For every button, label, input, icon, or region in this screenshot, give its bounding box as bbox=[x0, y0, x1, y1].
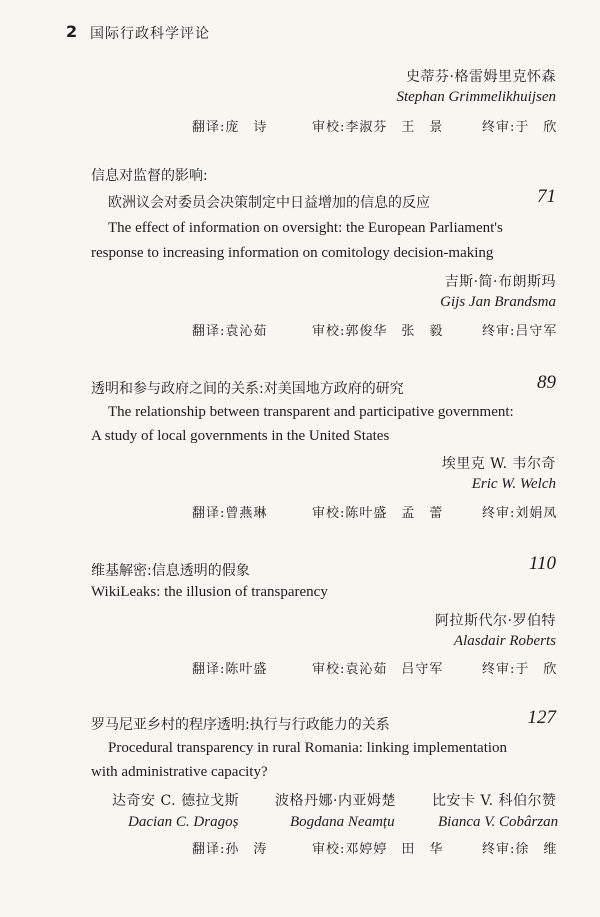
translator: 翻译:庞 诗 bbox=[192, 120, 268, 135]
author-en: Eric W. Welch bbox=[471, 476, 556, 492]
credits-row bbox=[0, 658, 600, 676]
page-number: 2 bbox=[66, 22, 78, 41]
author-cn: 比安卡 V. 科伯尔赞 bbox=[432, 793, 557, 809]
final-reviewer: 终审:于 欣 bbox=[482, 120, 558, 135]
author-en: Stephan Grimmelikhuijsen bbox=[396, 89, 556, 105]
author-en: Bogdana Neamțu bbox=[290, 814, 395, 830]
author-en: Gijs Jan Brandsma bbox=[440, 294, 556, 310]
article-title-cn: 维基解密:信息透明的假象 bbox=[91, 563, 250, 579]
credits-row bbox=[0, 116, 600, 134]
article-title-en-cont: A study of local governments in the United States bbox=[91, 428, 390, 444]
reviewer: 审校:郭俊华 张 毅 bbox=[312, 324, 444, 339]
final-reviewer: 终审:于 欣 bbox=[482, 662, 558, 677]
author-cn: 阿拉斯代尔·罗伯特 bbox=[435, 613, 556, 629]
translator: 翻译:陈叶盛 bbox=[192, 662, 268, 677]
article-title-en-cont: with administrative capacity? bbox=[91, 764, 268, 780]
reviewer: 审校:李淑芬 王 景 bbox=[312, 120, 444, 135]
author-en: Alasdair Roberts bbox=[453, 633, 556, 649]
article-page-number: 89 bbox=[537, 372, 556, 393]
author-cn: 达奇安 C. 德拉戈斯 bbox=[112, 793, 240, 809]
article-title-en: The effect of information on oversight: the European Parliament's bbox=[108, 220, 503, 236]
credits-row bbox=[0, 838, 600, 856]
article-page-number: 127 bbox=[527, 707, 556, 728]
reviewer: 审校:陈叶盛 孟 蕾 bbox=[312, 506, 444, 521]
article-title-en: The relationship between transparent and participative government: bbox=[108, 404, 514, 420]
author-cn: 埃里克 W. 韦尔奇 bbox=[441, 456, 556, 472]
article-title-en: Procedural transparency in rural Romania: linking implementation bbox=[108, 740, 508, 756]
article-title-cn: 透明和参与政府之间的关系:对美国地方政府的研究 bbox=[91, 381, 404, 397]
final-reviewer: 终审:徐 维 bbox=[482, 842, 558, 857]
article-title-cn: 欧洲议会对委员会决策制定中日益增加的信息的反应 bbox=[108, 195, 430, 211]
reviewer: 审校:邓婷婷 田 华 bbox=[312, 842, 444, 857]
final-reviewer: 终审:刘娟凤 bbox=[482, 506, 558, 521]
article-title-cn: 罗马尼亚乡村的程序透明:执行与行政能力的关系 bbox=[91, 717, 390, 733]
article-title-en: WikiLeaks: the illusion of transparency bbox=[91, 584, 328, 600]
final-reviewer: 终审:吕守军 bbox=[482, 324, 558, 339]
article-title-en-cont: response to increasing information on comitology decision-making bbox=[91, 245, 494, 261]
section-heading: 信息对监督的影响: bbox=[91, 168, 208, 184]
author-cn: 史蒂芬·格雷姆里克怀森 bbox=[406, 69, 556, 85]
credits-row bbox=[0, 320, 600, 338]
article-page-number: 71 bbox=[537, 186, 556, 207]
author-cn: 波格丹娜·内亚姆楚 bbox=[275, 793, 396, 809]
author-cn: 吉斯·简·布朗斯玛 bbox=[444, 274, 556, 290]
translator: 翻译:曾燕琳 bbox=[192, 506, 268, 521]
reviewer: 审校:袁沁茹 吕守军 bbox=[312, 662, 444, 677]
author-en: Dacian C. Dragoș bbox=[128, 814, 239, 830]
translator: 翻译:袁沁茹 bbox=[192, 324, 268, 339]
credits-row bbox=[0, 502, 600, 520]
article-page-number: 110 bbox=[528, 553, 556, 574]
translator: 翻译:孙 涛 bbox=[192, 842, 268, 857]
journal-title: 国际行政科学评论 bbox=[90, 26, 210, 42]
author-en: Bianca V. Cobârzan bbox=[438, 814, 559, 830]
